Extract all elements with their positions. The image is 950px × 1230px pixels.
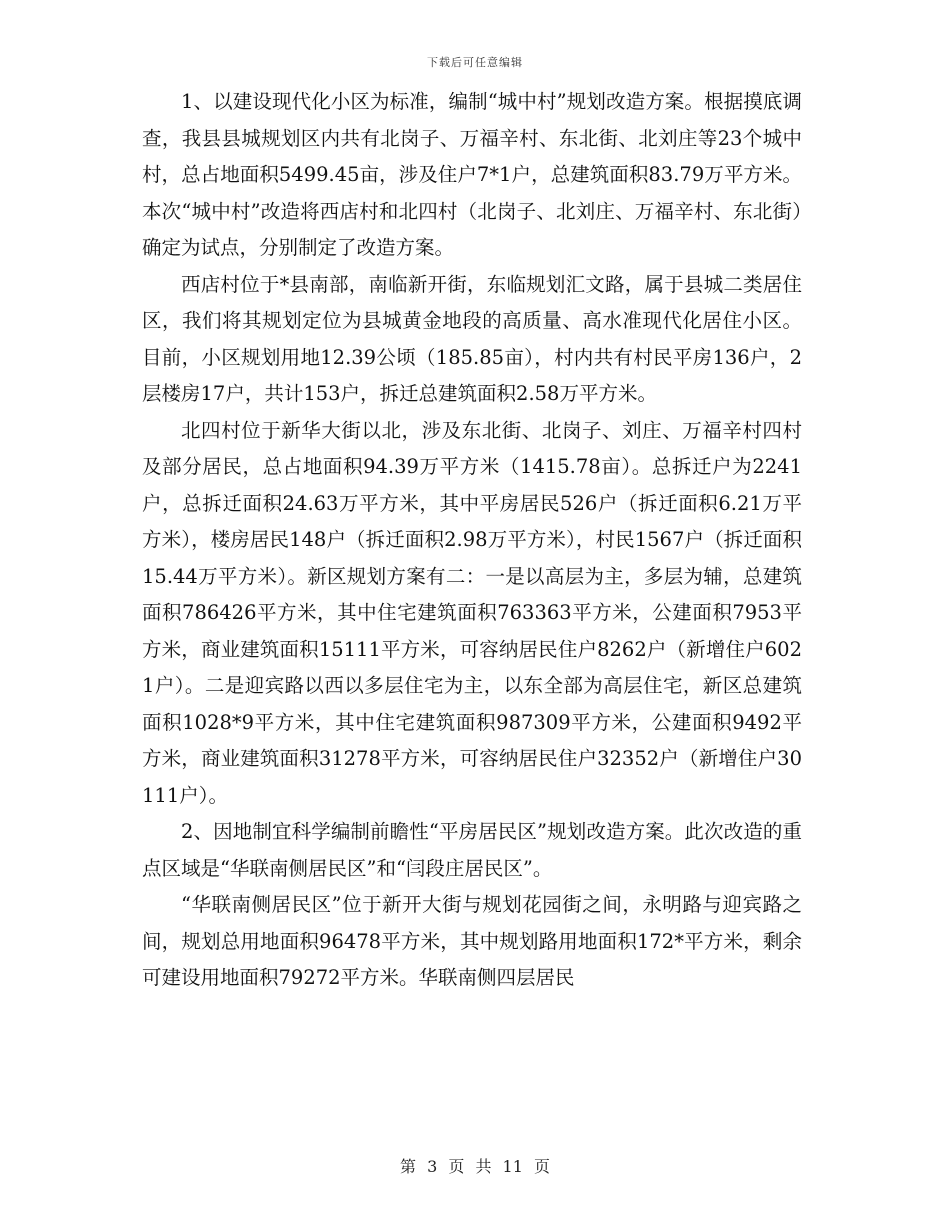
paragraph-4: 2、因地制宜科学编制前瞻性“平房居民区”规划改造方案。此次改造的重点区域是“华联南侧居民区”和“闫段庄居民区”。 <box>142 820 802 880</box>
paragraph-3: 北四村位于新华大街以北，涉及东北街、北岗子、刘庄、万福辛村四村及部分居民，总占地面积94.39万平方米（1415.78亩）。总拆迁户为2241户，总拆迁面积24.63万平方米，其中平房居民526户（拆迁面积6.21万平方米），楼房居民148户（拆迁面积2.98万平方米），村民1567户（拆迁面积15.44万平方米）。新区规划方案有二：一是以高层为主，多层为辅，总建筑面积786426平方米，其中住宅建筑面积763363平方米，公建面积7953平方米，商业建筑面积15111平方米，可容纳居民住户8262户（新增住户6021户）。二是迎宾路以西以多层住宅为主，以东全部为高层住宅，新区总建筑面积1028*9平方米，其中住宅建筑面积987309平方米，公建面积9492平方米，商业建筑面积31278平方米，可容纳居民住户32352户（新增住户30111户）。 <box>142 418 802 807</box>
paragraph-2: 西店村位于*县南部，南临新开街，东临规划汇文路，属于县城二类居住区，我们将其规划定位为县城黄金地段的高质量、高水准现代化居住小区。目前，小区规划用地12.39公顷（185.85亩），村内共有村民平房136户，2层楼房17户，共计153户，拆迁总建筑面积2.58万平方米。 <box>142 272 802 405</box>
paragraph-5: “华联南侧居民区”位于新开大街与规划花园街之间，永明路与迎宾路之间，规划总用地面积96478平方米，其中规划路用地面积172*平方米，剩余可建设用地面积79272平方米。华联南侧四层居民 <box>142 893 802 989</box>
document-body <box>142 84 802 997</box>
paragraph-1: 1、以建设现代化小区为标准，编制“城中村”规划改造方案。根据摸底调查，我县县城规划区内共有北岗子、万福辛村、东北街、北刘庄等23个城中村，总占地面积5499.45亩，涉及住户7*1户，总建筑面积83.79万平方米。本次“城中村”改造将西店村和北四村（北岗子、北刘庄、万福辛村、东北街）确定为试点，分别制定了改造方案。 <box>142 90 802 259</box>
page-number-footer: 第 3 页 共 11 页 <box>400 1157 550 1176</box>
page-header-note: 下载后可任意编辑 <box>427 56 523 69</box>
